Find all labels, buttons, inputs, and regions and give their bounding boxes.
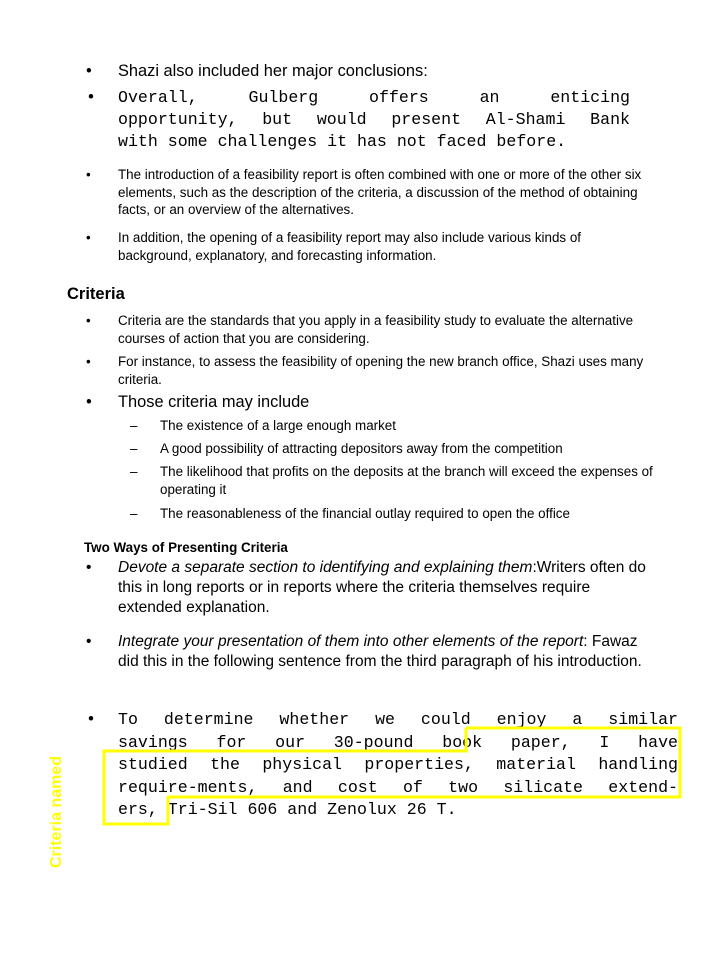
- two-ways-heading: Two Ways of Presenting Criteria: [84, 540, 288, 555]
- bullet-text: For instance, to assess the feasibility of opening the new branch office, Shazi uses many criteria.: [118, 354, 644, 387]
- criteria-heading: Criteria: [67, 285, 125, 303]
- bullet-text: : Fawaz did this in the following sentence from the third paragraph of his introduction.: [118, 633, 642, 670]
- quote-line: • To determine whether we could enjoy a similar: [118, 710, 678, 729]
- criteria-sub-item: – The reasonableness of the financial outlay required to open the office: [160, 505, 660, 523]
- quote-line: savings for our 30-pound book paper, I have: [118, 732, 678, 752]
- quote-line: require-ments, and cost of two silicate extend-: [118, 777, 678, 797]
- quote-line: • Overall, Gulberg offers an enticing: [118, 88, 630, 107]
- bullet-italic-text: Devote a separate section to identifying and explaining them: [118, 559, 533, 576]
- bullet-text: Criteria are the standards that you apply in a feasibility study to evaluate the alternative courses of action that you are considering.: [118, 313, 634, 346]
- criteria-sub-item: – The likelihood that profits on the deposits at the branch will exceed the expenses of operating it: [160, 463, 660, 498]
- bullet-text: Those criteria may include: [118, 393, 310, 411]
- bullet-text: In addition, the opening of a feasibility report may also include various kinds of background, explanatory, and forecasting information.: [118, 230, 581, 263]
- bullet-text: The introduction of a feasibility report is often combined with one or more of the other six elements, such as the description of the criteria, a discussion of the method of obtaining facts, or an overview of the alternatives.: [118, 167, 642, 217]
- highlight-outline-path: [104, 728, 680, 824]
- quote-line: with some challenges it has not faced before.: [118, 132, 567, 151]
- criteria-sub-item: – The existence of a large enough market: [160, 417, 660, 435]
- bullet-text: :Writers often do this in long reports or in reports where the criteria themselves require extended explanation.: [118, 559, 646, 616]
- bullet-text: Shazi also included her major conclusions:: [118, 62, 428, 80]
- criteria-named-label: Criteria named: [48, 755, 65, 868]
- criteria-sub-item: – A good possibility of attracting depositors away from the competition: [160, 440, 660, 458]
- quote-line: opportunity, but would present Al-Shami Bank: [118, 110, 630, 129]
- quote-line: ers, Tri-Sil 606 and Zenolux 26 T.: [118, 800, 457, 820]
- bullet-italic-text: Integrate your presentation of them into other elements of the report: [118, 633, 584, 650]
- quote-line: studied the physical properties, material handling: [118, 755, 678, 775]
